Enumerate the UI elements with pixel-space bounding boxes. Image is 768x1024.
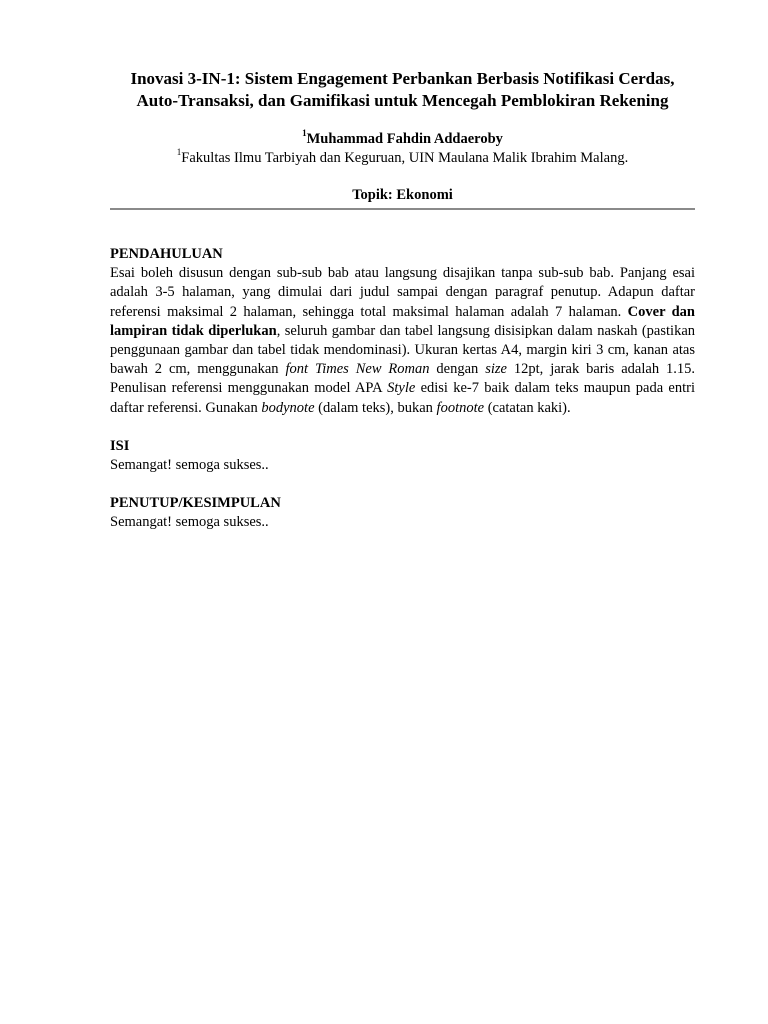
text-run: 12pt, jarak baris adalah 1.15. Penulisan referensi menggunakan model APA: [110, 361, 695, 397]
text-run: (dalam teks), bukan: [314, 399, 437, 416]
paragraph-pendahuluan: [110, 264, 695, 418]
topic-text: Topik: Ekonomi: [352, 187, 453, 203]
title-line-1: Inovasi 3-IN-1: Sistem Engagement Perbankan Berbasis Notifikasi Cerdas,: [130, 69, 675, 88]
text-run: dengan: [429, 361, 486, 378]
affiliation-superscript: 1: [176, 147, 182, 158]
italic-text-run: footnote: [436, 399, 485, 416]
author-superscript: 1: [302, 128, 307, 139]
author-line: [110, 130, 695, 149]
topic-line: [110, 186, 695, 210]
document-page: [110, 68, 695, 533]
bold-text-run: Cover dan lampiran tidak diperlukan: [110, 303, 695, 339]
italic-text-run: size: [485, 361, 507, 378]
paragraph-penutup: Semangat! semoga sukses..: [110, 514, 269, 531]
affiliation-line: [110, 149, 695, 168]
italic-text-run: Style: [387, 380, 416, 397]
title-line-2: Auto-Transaksi, dan Gamifikasi untuk Mencegah Pemblokiran Rekening: [136, 91, 669, 110]
text-run: edisi ke-7 baik dalam teks maupun pada entri daftar referensi. Gunakan: [110, 380, 695, 416]
section-heading-pendahuluan: PENDAHULUAN: [110, 246, 223, 262]
italic-text-run: bodynote: [261, 399, 315, 416]
document-title: [110, 68, 695, 112]
text-run: Esai boleh disusun dengan sub-sub bab atau langsung disajikan tanpa sub-sub bab. Panjang esai adalah 3-5 halaman, yang dimulai dari judul sampai dengan paragraf penutup. Adapun daftar referensi maksimal 2 halaman, sehingga total maksimal halaman adalah 7 halaman.: [110, 265, 695, 320]
section-heading-isi: ISI: [110, 437, 130, 454]
paragraph-isi: Semangat! semoga sukses..: [110, 457, 269, 474]
text-run: (catatan kaki).: [484, 399, 571, 416]
affiliation-text: Fakultas Ilmu Tarbiyah dan Keguruan, UIN Maulana Malik Ibrahim Malang.: [181, 150, 629, 166]
author-name: Muhammad Fahdin Addaeroby: [306, 131, 503, 147]
text-run: , seluruh gambar dan tabel langsung disisipkan dalam naskah (pastikan penggunaan gambar dan tabel tidak mendominasi). Ukuran kertas A4, margin kiri 3 cm, kanan atas bawah 2 cm, menggunakan: [110, 322, 696, 378]
section-heading-penutup: PENUTUP/KESIMPULAN: [110, 495, 281, 512]
italic-text-run: font Times New Roman: [285, 361, 430, 378]
